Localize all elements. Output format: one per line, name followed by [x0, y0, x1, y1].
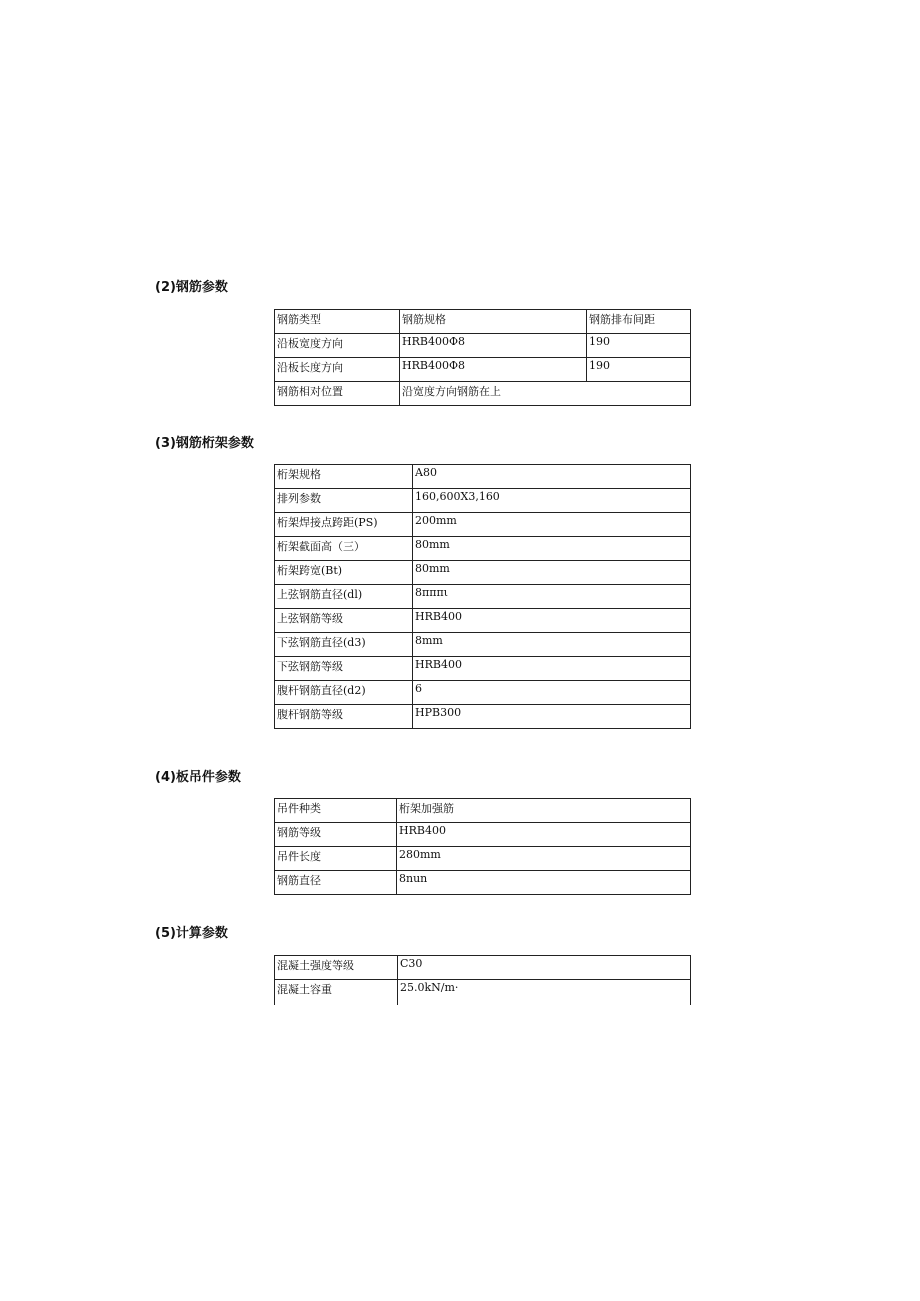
truss-params-table [274, 464, 691, 729]
table-row [275, 310, 691, 334]
section-heading-lifting-params: (4)板吊件参数 [155, 770, 241, 785]
table-cell: 桁架加强筋 [397, 799, 691, 823]
table-cell: 下弦钢筋直径(d3) [275, 633, 413, 657]
table-row [275, 585, 691, 609]
table-row [275, 681, 691, 705]
rebar-params-table [274, 309, 691, 406]
lifting-params-table [274, 798, 691, 895]
table-row [275, 871, 691, 895]
section-heading-truss-params: (3)钢筋桁架参数 [155, 436, 254, 451]
table-row [275, 799, 691, 823]
table-cell: HRB400 [413, 657, 691, 681]
table-cell: HPB300 [413, 705, 691, 729]
table-row [275, 358, 691, 382]
table-cell: 上弦钢筋等级 [275, 609, 413, 633]
table-row [275, 823, 691, 847]
table-cell: 桁架跨宽(Bt) [275, 561, 413, 585]
table-cell: 桁架截面高（三） [275, 537, 413, 561]
table-cell: 钢筋规格 [400, 310, 587, 334]
table-cell: 80mm [413, 537, 691, 561]
table-row [275, 609, 691, 633]
table-cell: HRB400Φ8 [400, 358, 587, 382]
table-cell: 桁架焊接点跨距(PS) [275, 513, 413, 537]
table-row [275, 334, 691, 358]
table-cell: 桁架规格 [275, 465, 413, 489]
table-cell: 腹杆钢筋直径(d2) [275, 681, 413, 705]
table-cell: HRB400Φ8 [400, 334, 587, 358]
table-cell: 下弦钢筋等级 [275, 657, 413, 681]
table-cell: A80 [413, 465, 691, 489]
table-row [275, 980, 691, 1005]
table-cell: 沿板宽度方向 [275, 334, 400, 358]
table-cell: C30 [398, 956, 691, 980]
table-cell: 190 [587, 358, 691, 382]
calc-params-table [274, 955, 691, 1005]
table-cell: 8πππι [413, 585, 691, 609]
table-cell: 25.0kN∕m· [398, 980, 691, 1005]
table-cell: 钢筋类型 [275, 310, 400, 334]
table-cell: 190 [587, 334, 691, 358]
section-heading-rebar-params: (2)钢筋参数 [155, 280, 228, 295]
table-cell: 280mm [397, 847, 691, 871]
table-cell: 钢筋直径 [275, 871, 397, 895]
table-cell: 80mm [413, 561, 691, 585]
table-row [275, 489, 691, 513]
section-heading-calc-params: (5)计算参数 [155, 926, 228, 941]
table-cell: HRB400 [413, 609, 691, 633]
table-row [275, 513, 691, 537]
table-row [275, 382, 691, 406]
table-cell: 混凝土强度等级 [275, 956, 398, 980]
table-row [275, 465, 691, 489]
table-row [275, 561, 691, 585]
table-cell: 8nun [397, 871, 691, 895]
table-cell: 6 [413, 681, 691, 705]
table-cell: 钢筋相对位置 [275, 382, 400, 406]
table-cell: 钢筋等级 [275, 823, 397, 847]
table-row [275, 956, 691, 980]
table-cell: 吊件种类 [275, 799, 397, 823]
table-cell: 200mm [413, 513, 691, 537]
table-cell: 吊件长度 [275, 847, 397, 871]
table-cell: 沿宽度方向钢筋在上 [400, 382, 691, 406]
table-row [275, 537, 691, 561]
table-cell: 混凝土容重 [275, 980, 398, 1005]
table-row [275, 705, 691, 729]
table-cell: 沿板长度方向 [275, 358, 400, 382]
table-row [275, 847, 691, 871]
table-cell: 腹杆钢筋等级 [275, 705, 413, 729]
table-cell: 160,600X3,160 [413, 489, 691, 513]
table-row [275, 633, 691, 657]
table-cell: 上弦钢筋直径(dl) [275, 585, 413, 609]
table-cell: HRB400 [397, 823, 691, 847]
table-cell: 8mm [413, 633, 691, 657]
table-row [275, 657, 691, 681]
table-cell: 钢筋排布间距 [587, 310, 691, 334]
table-cell: 排列参数 [275, 489, 413, 513]
